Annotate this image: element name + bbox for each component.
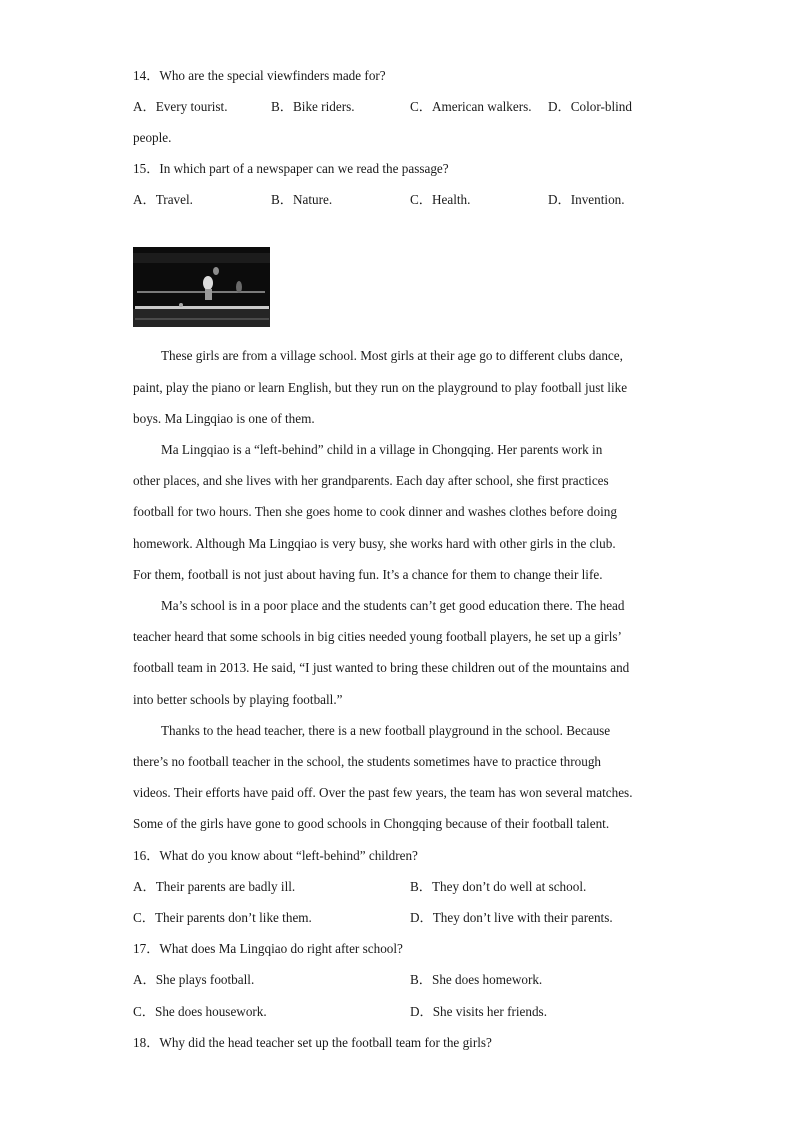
passage-line-14: there’s no football teacher in the school, the students sometimes have to practice through [133, 754, 602, 769]
passage-line-6: football for two hours. Then she goes home to cook dinner and washes clothes before doing [133, 504, 617, 519]
passage-line-10: teacher heard that some schools in big cities needed young football players, he set up a girls’ [133, 629, 622, 644]
question-15-stem: 15．In which part of a newspaper can we read the passage? [133, 161, 449, 176]
passage-line-11: football team in 2013. He said, “I just wanted to bring these children out of the mountains and [133, 660, 630, 675]
passage-line-7: homework. Although Ma Lingqiao is very busy, she works hard with other girls in the club. [133, 536, 616, 551]
passage-line-5: other places, and she lives with her grandparents. Each day after school, she first practices [133, 473, 609, 488]
q14-option-a: A．Every tourist. [133, 99, 228, 114]
q17-option-a: A．She plays football. [133, 972, 255, 987]
q16-option-c: C．Their parents don’t like them. [133, 910, 312, 925]
question-18-stem: 18．Why did the head teacher set up the football team for the girls? [133, 1035, 492, 1050]
passage-line-4: Ma Lingqiao is a “left-behind” child in a village in Chongqing. Her parents work in [161, 442, 603, 457]
passage-line-3: boys. Ma Lingqiao is one of them. [133, 411, 315, 426]
football-photo [133, 247, 270, 327]
q15-option-a: A．Travel. [133, 192, 193, 207]
q16-option-b: B．They don’t do well at school. [410, 879, 587, 894]
q17-option-c: C．She does housework. [133, 1004, 267, 1019]
q16-option-d: D．They don’t live with their parents. [410, 910, 613, 925]
passage-line-9: Ma’s school is in a poor place and the students can’t get good education there. The head [161, 598, 625, 613]
q14-option-c: C．American walkers. [410, 99, 532, 114]
q15-option-b: B．Nature. [271, 192, 333, 207]
passage-line-1: These girls are from a village school. Most girls at their age go to different clubs dance, [161, 348, 623, 363]
q14-option-d: D．Color-blind [548, 99, 632, 114]
q15-option-c: C．Health. [410, 192, 471, 207]
question-17-stem: 17．What does Ma Lingqiao do right after school? [133, 941, 403, 956]
passage-line-8: For them, football is not just about having fun. It’s a chance for them to change their life. [133, 567, 603, 582]
q16-option-a: A．Their parents are badly ill. [133, 879, 296, 894]
passage-line-13: Thanks to the head teacher, there is a new football playground in the school. Because [161, 723, 611, 738]
q14-option-d-wrap: people. [133, 130, 172, 145]
q17-option-b: B．She does homework. [410, 972, 543, 987]
passage-line-12: into better schools by playing football.” [133, 692, 343, 707]
q17-option-d: D．She visits her friends. [410, 1004, 547, 1019]
passage-line-16: Some of the girls have gone to good schools in Chongqing because of their football talent. [133, 816, 610, 831]
passage-line-2: paint, play the piano or learn English, but they run on the playground to play football just like [133, 380, 628, 395]
question-16-stem: 16．What do you know about “left-behind” children? [133, 848, 418, 863]
q15-option-d: D．Invention. [548, 192, 625, 207]
q14-option-b: B．Bike riders. [271, 99, 355, 114]
question-14-stem: 14．Who are the special viewfinders made for? [133, 68, 386, 83]
passage-line-15: videos. Their efforts have paid off. Over the past few years, the team has won several matches. [133, 785, 633, 800]
